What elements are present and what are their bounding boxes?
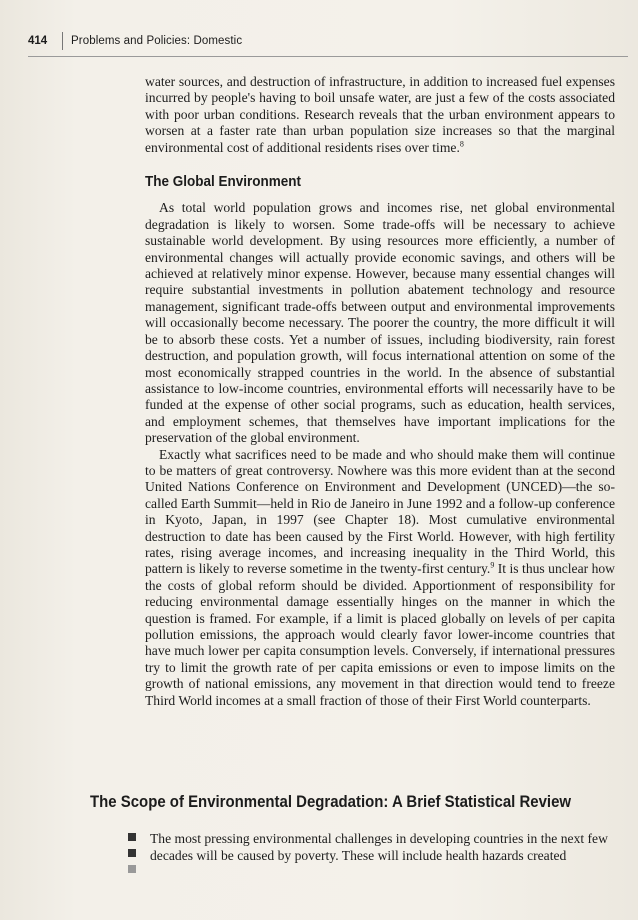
bullet-square-icon [128, 833, 136, 841]
paragraph-global-1: As total world population grows and incomes rise, net global environmental degradation is likely to worsen. Some trade-offs will be necessary to achieve sustainable world development. By using resources more efficiently, a number of environmental changes will actually provide economic savings, and others will be achieved at relatively minor expense. However, because many essential changes will require substantial investments in pollution abatement technology and resource management, significant trade-offs between output and environmental improvements will occasionally become necessary. The poorer the country, the more difficult it will be to absorb these costs. Yet a number of issues, including biodiversity, rain forest destruction, and population growth, will focus international attention on some of the most economically strapped countries in the world. In the absence of substantial assistance to low-income countries, environmental efforts will necessarily have to be funded at the expense of other social programs, such as education, health services, and employment schemes, that themselves have important implications for the preservation of the global environment. [145, 200, 615, 446]
header-divider [62, 32, 63, 50]
bullet-square-icon [128, 865, 136, 873]
paragraph-global-2-part-a: Exactly what sacrifices need to be made and who should make them will continue to be matters of great controversy. Nowhere was this more evident than at the second United Nations Conference on Environment and Development (UNCED)—the so-called Earth Summit—held in Rio de Janeiro in June 1992 and a follow-up conference in Kyoto, Japan, in 1997 (see Chapter 18). Most cumulative environmental destruction to date has been caused by the First World. However, with high fertility rates, rising average incomes, and increasing inequality in the Third World, this pattern is likely to reverse sometime in the twenty-first century. [145, 446, 615, 577]
section-heading-global-environment: The Global Environment [145, 173, 302, 191]
body-text [145, 74, 615, 709]
bullet-list [128, 830, 618, 881]
main-heading-scope-of-degradation: The Scope of Environmental Degradation: A Brief Statistical Review [90, 792, 572, 811]
paragraph-global-2-part-b: It is thus unclear how the costs of global reform should be divided. Apportionment of responsibility for reducing environmental damage essentially hinges on the manner in which the question is framed. For example, if a limit is placed globally on levels of per capita pollution emissions, the approach would clearly favor lower-income countries that have much lower per capita consumption levels. Conversely, if international pressures try to limit the growth rate of per capita emissions or even to impose limits on the growth of national emissions, any movement in that direction would tend to freeze Third World incomes at a small fraction of those of their First World counterparts. [145, 561, 615, 708]
paragraph-global-2 [145, 447, 615, 710]
page-number: 414 [28, 35, 48, 47]
running-head: Problems and Policies: Domestic [71, 35, 243, 47]
page-header [28, 30, 588, 52]
bullet-item-1: The most pressing environmental challenges in developing countries in the next few decades will be caused by poverty. These will include health hazards created [150, 831, 608, 863]
header-rule [28, 56, 628, 57]
footnote-marker-9: 9 [490, 560, 495, 570]
footnote-marker-8: 8 [459, 139, 464, 149]
paragraph-continued-text: water sources, and destruction of infrastructure, in addition to increased fuel expenses incurred by people's having to boil unsafe water, are just a few of the costs associated with poor urban conditions. Research reveals that the urban environment appears to worsen at a faster rate than urban population size increases so that the marginal environmental cost of additional residents rises over time. [145, 74, 615, 155]
bullet-markers [128, 830, 150, 881]
bullet-square-icon [128, 849, 136, 857]
paragraph-continued [145, 74, 615, 156]
